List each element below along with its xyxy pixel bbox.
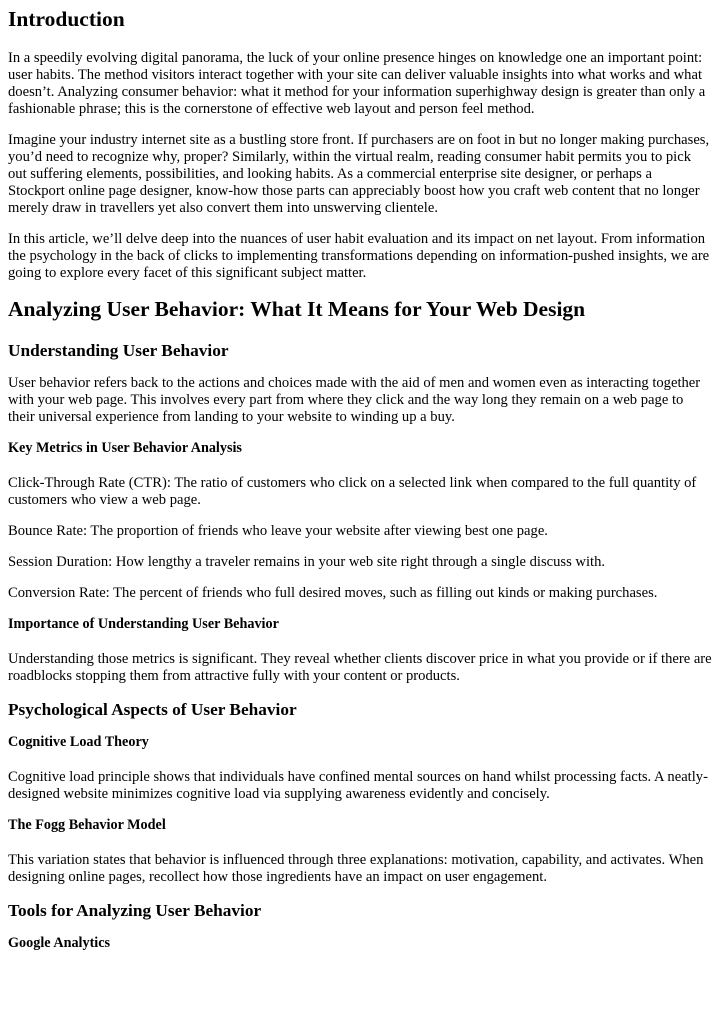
intro-paragraph-3: In this article, we’ll delve deep into the nuances of user habit evaluation and its impact on net layout. From information the psychology in the back of clicks to implementing transformations depending on information-pushed insights, we are going to explore every facet of this significant subject matter. (8, 231, 710, 281)
intro-paragraph-2: Imagine your industry internet site as a bustling store front. If purchasers are on foot in but no longer making purchases, you’d need to recognize why, proper? Similarly, within the virtual realm, reading consumer habit permits you to pick out suffering elements, possibilities, and looking habits. As a commercial enterprise site designer, or perhaps a Stockport online page designer, know-how those parts can appreciably boost how you craft web content that no longer merely draw in travellers yet also convert them into unswerving clientele. (8, 132, 710, 216)
metric-conversion-rate: Conversion Rate: The percent of friends who full desired moves, such as filling out kinds or making purchases. (8, 585, 658, 601)
main-heading: Analyzing User Behavior: What It Means for Your Web Design (8, 297, 586, 321)
tools-heading: Tools for Analyzing User Behavior (8, 901, 262, 920)
cognitive-paragraph: Cognitive load principle shows that individuals have confined mental sources on hand whilst processing facts. A neatly-designed website minimizes cognitive load via supplying awareness evidently and concisely. (8, 769, 708, 802)
fogg-paragraph: This variation states that behavior is influenced through three explanations: motivation, capability, and activates. When designing online pages, recollect how those ingredients have an impact on user engagement. (8, 852, 704, 885)
metric-session-duration: Session Duration: How lengthy a traveler remains in your web site right through a single discuss with. (8, 554, 606, 570)
metrics-heading: Key Metrics in User Behavior Analysis (8, 440, 242, 456)
intro-paragraph-1: In a speedily evolving digital panorama, the luck of your online presence hinges on knowledge one an important point: user habits. The method visitors interact together with your site can deliver valuable insights into what works and what doesn’t. Analyzing consumer behavior: what it method for your information superhighway design is greater than only a fashionable phrase; this is the cornerstone of effective web layout and person feel method. (8, 50, 706, 117)
fogg-heading: The Fogg Behavior Model (8, 817, 166, 833)
understanding-heading: Understanding User Behavior (8, 341, 229, 360)
cognitive-heading: Cognitive Load Theory (8, 734, 149, 750)
understanding-paragraph: User behavior refers back to the actions and choices made with the aid of men and women even as interacting together with your web page. This involves every part from where they click and the way long they remain on a web page to their universal experience from landing to your website to winding up a buy. (8, 375, 701, 425)
metric-ctr: Click-Through Rate (CTR): The ratio of customers who click on a selected link when compared to the full quantity of customers who view a web page. (8, 475, 697, 508)
psych-heading: Psychological Aspects of User Behavior (8, 700, 297, 719)
intro-heading: Introduction (8, 7, 125, 31)
google-analytics-heading: Google Analytics (8, 935, 111, 951)
importance-paragraph: Understanding those metrics is significant. They reveal whether clients discover price in what you provide or if there are roadblocks stopping them from attractive fully with your content or products. (8, 651, 712, 684)
importance-heading: Importance of Understanding User Behavior (8, 616, 279, 632)
metric-bounce-rate: Bounce Rate: The proportion of friends who leave your website after viewing best one page. (8, 523, 548, 539)
